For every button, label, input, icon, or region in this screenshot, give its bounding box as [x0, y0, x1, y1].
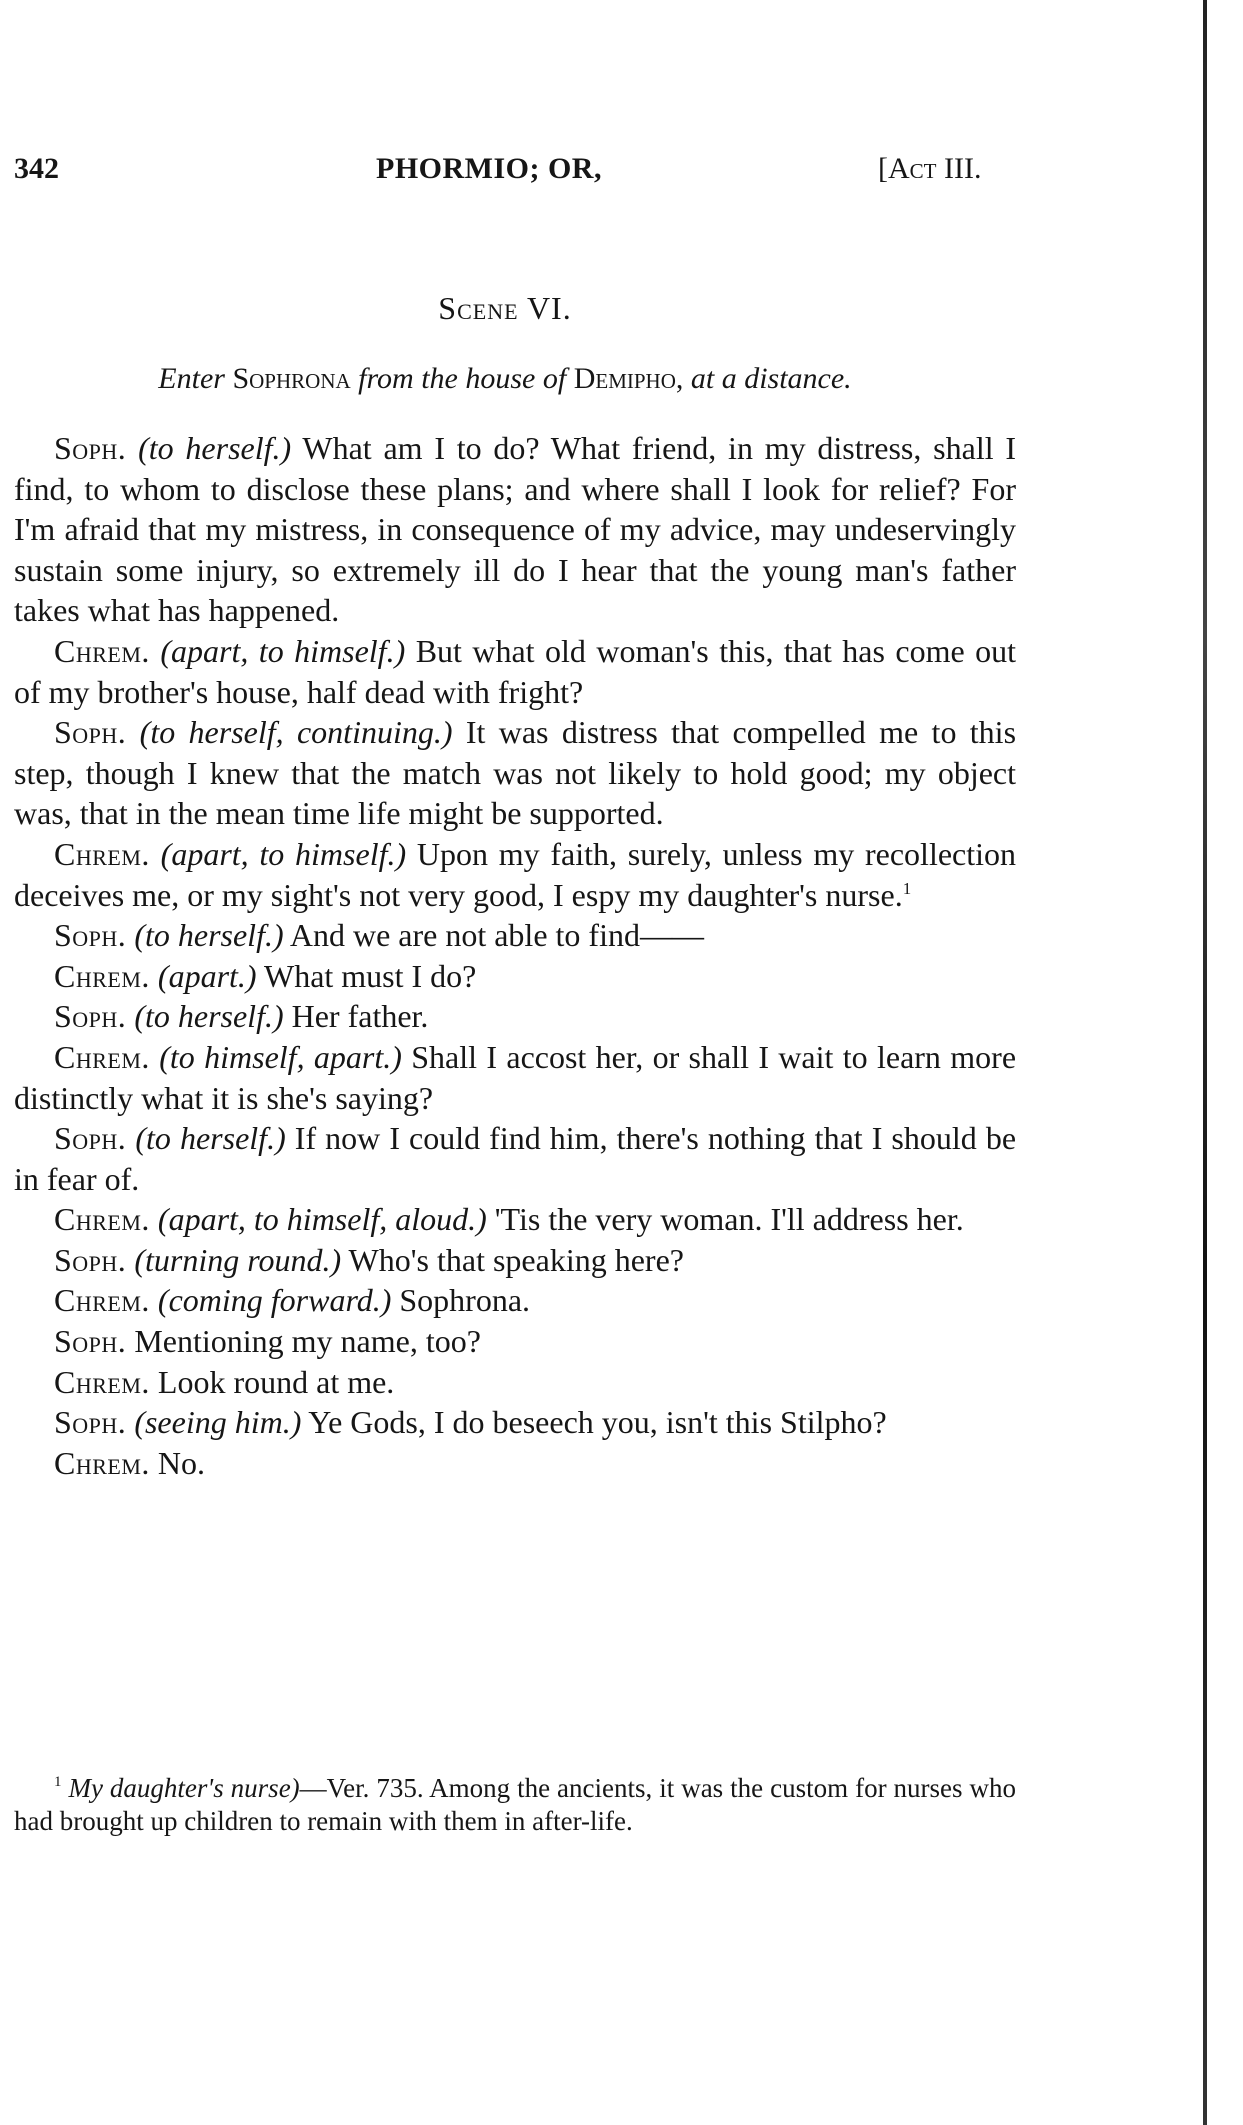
dialogue-line — [14, 1240, 1016, 1281]
dialogue-line — [14, 834, 1016, 915]
dialogue-line — [14, 956, 1016, 997]
dialogue-line — [14, 1402, 1016, 1443]
dialogue-line — [14, 1199, 1016, 1240]
speaker-name: Chrem. — [54, 835, 150, 872]
speaker-name: Chrem. — [54, 1201, 150, 1238]
stage-note: (to herself.) — [134, 917, 284, 954]
line-text: What must I do? — [263, 957, 477, 994]
speaker-name: Chrem. — [54, 1282, 150, 1319]
line-text: No. — [157, 1444, 206, 1481]
line-text: 'Tis the very woman. I'll address her. — [494, 1201, 964, 1238]
stage-from-house: from the house of — [358, 362, 567, 395]
stage-distance: at a distance. — [690, 362, 852, 395]
speaker-name: Chrem. — [54, 1363, 150, 1400]
stage-character: Sophrona — [232, 362, 351, 395]
dialogue-line — [14, 631, 1016, 712]
speaker-name: Chrem. — [54, 632, 150, 669]
footnote-ref: 1 — [902, 878, 912, 898]
dialogue-line — [14, 1037, 1016, 1118]
line-text: It was distress that compelled me to this step, though I knew that the match was not likely to hold good; my object was, that in the mean time life might be supported. — [14, 714, 1017, 832]
line-text: Mentioning my name, too? — [134, 1323, 481, 1360]
speaker-name: Soph. — [54, 430, 127, 466]
line-text: And we are not able to find—— — [289, 917, 704, 954]
speaker-name: Chrem. — [54, 1444, 150, 1481]
running-head — [14, 152, 1014, 192]
line-text: Sophrona. — [399, 1282, 531, 1319]
footnote-text: —Ver. 735. Among the ancients, it was the custom for nurses who had brought up children to remain with them in after-life. — [14, 1773, 1016, 1836]
speaker-name: Soph. — [54, 714, 127, 751]
line-text: Ye Gods, I do beseech you, isn't this Stilpho? — [308, 1404, 887, 1441]
speaker-name: Soph. — [54, 917, 127, 954]
footnote-mark: 1 — [54, 1774, 62, 1790]
line-text: Her father. — [291, 998, 429, 1035]
stage-note: (to himself, apart.) — [159, 1038, 402, 1075]
stage-direction — [0, 362, 1010, 396]
speaker-name: Soph. — [54, 1241, 127, 1278]
dialogue-line — [14, 1118, 1016, 1199]
stage-note: (to herself.) — [135, 1120, 286, 1157]
stage-house-of: Demipho, — [573, 362, 684, 395]
line-text: What am I to do? What friend, in my distress, shall I find, to whom to disclose these plans; and where shall I look for relief? For I'm afraid that my mistress, in consequence of my advice, may undeservingly sustain some injury, so extremely ill do I hear that the young man's father takes what has happened. — [14, 430, 1017, 629]
stage-enter: Enter — [158, 362, 225, 395]
line-text: Shall I accost her, or shall I wait to learn more distinctly what it is she's saying? — [14, 1038, 1017, 1116]
page-number: 342 — [14, 152, 59, 185]
stage-note: (to herself, continuing.) — [139, 714, 453, 751]
stage-note: (apart.) — [157, 957, 257, 994]
speaker-name: Soph. — [54, 1404, 127, 1441]
stage-note: (to herself.) — [134, 998, 284, 1035]
dialogue-line — [14, 1443, 1016, 1484]
speaker-name: Chrem. — [54, 1038, 150, 1075]
stage-note: (turning round.) — [134, 1241, 342, 1278]
stage-note: (apart, to himself.) — [160, 632, 406, 669]
footnote — [14, 1772, 1016, 1838]
dialogue-line — [14, 996, 1016, 1037]
speaker-name: Soph. — [54, 1120, 127, 1157]
line-text: Who's that speaking here? — [348, 1241, 684, 1278]
line-text: Upon my faith, surely, unless my recollection deceives me, or my sight's not very good, I espy my daughter's nurse. — [14, 835, 1017, 913]
stage-note: (to herself.) — [138, 430, 292, 466]
dialogue-line — [14, 712, 1016, 834]
footnote-phrase: My daughter's nurse) — [68, 1773, 300, 1803]
dialogue-line — [14, 428, 1016, 631]
speaker-name: Chrem. — [54, 957, 150, 994]
stage-note: (apart, to himself, aloud.) — [157, 1201, 487, 1238]
dialogue-line — [14, 1321, 1016, 1362]
line-text: Look round at me. — [157, 1363, 395, 1400]
speaker-name: Soph. — [54, 998, 127, 1035]
line-text: If now I could find him, there's nothing that I should be in fear of. — [14, 1120, 1017, 1197]
stage-note: (coming forward.) — [157, 1282, 392, 1319]
scene-heading: Scene VI. — [438, 290, 572, 326]
running-title: PHORMIO; OR, — [376, 152, 602, 185]
line-text: But what old woman's this, that has come out of my brother's house, half dead with fright? — [14, 632, 1017, 710]
page-edge-shadow — [1203, 0, 1207, 2125]
dialogue-line — [14, 1362, 1016, 1403]
dialogue-line — [14, 1280, 1016, 1321]
speaker-name: Soph. — [54, 1323, 127, 1360]
dialogue — [14, 428, 1016, 1483]
running-act: [Act III. — [878, 152, 982, 185]
stage-note: (apart, to himself.) — [160, 835, 407, 872]
stage-note: (seeing him.) — [134, 1404, 302, 1441]
dialogue-line — [14, 915, 1016, 956]
